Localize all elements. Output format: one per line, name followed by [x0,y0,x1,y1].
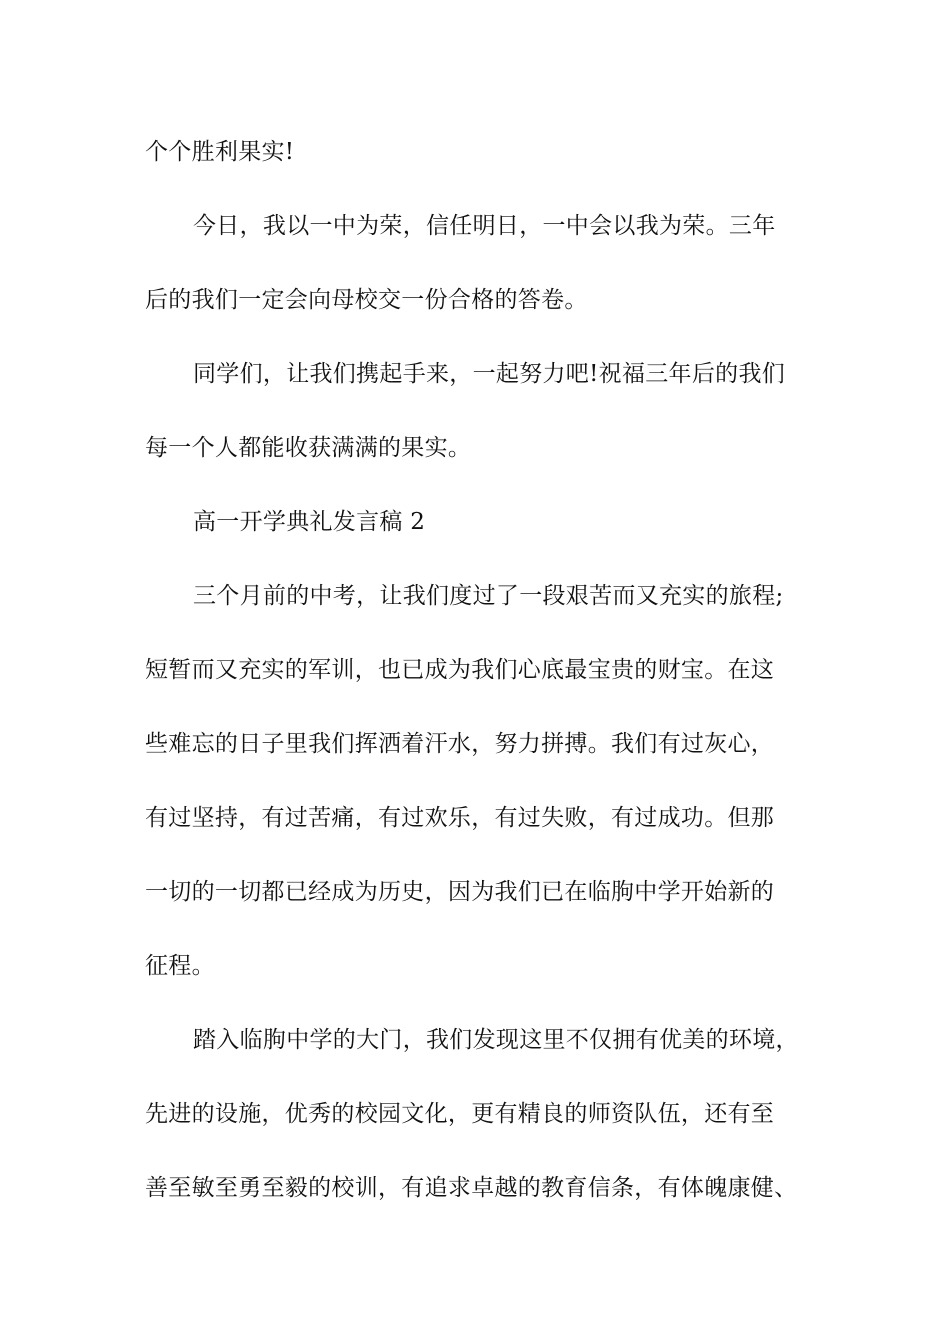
text-line: 先进的设施，优秀的校园文化，更有精良的师资队伍，还有至 [145,1101,775,1127]
text-line: 踏入临朐中学的大门，我们发现这里不仅拥有优美的环境， [193,1027,799,1053]
text-line: 征程。 [145,953,215,979]
text-line: 有过坚持，有过苦痛，有过欢乐，有过失败，有过成功。但那 [145,805,775,831]
text-line: 后的我们一定会向母校交一份合格的答卷。 [145,287,588,313]
text-line: 短暂而又充实的军训，也已成为我们心底最宝贵的财宝。在这 [145,657,775,683]
section-heading: 高一开学典礼发言稿 2 [193,509,426,535]
text-line: 一切的一切都已经成为历史，因为我们已在临朐中学开始新的 [145,879,775,905]
text-line: 善至敏至勇至毅的校训，有追求卓越的教育信条，有体魄康健、 [145,1175,798,1201]
text-line: 同学们，让我们携起手来，一起努力吧!祝福三年后的我们 [193,361,786,387]
text-line: 每一个人都能收获满满的果实。 [145,435,472,461]
text-line: 些难忘的日子里我们挥洒着汗水，努力拼搏。我们有过灰心， [145,731,775,757]
text-line: 个个胜利果实! [145,139,295,165]
text-line: 三个月前的中考，让我们度过了一段艰苦而又充实的旅程; [193,583,784,609]
text-line: 今日，我以一中为荣，信任明日，一中会以我为荣。三年 [193,213,776,239]
